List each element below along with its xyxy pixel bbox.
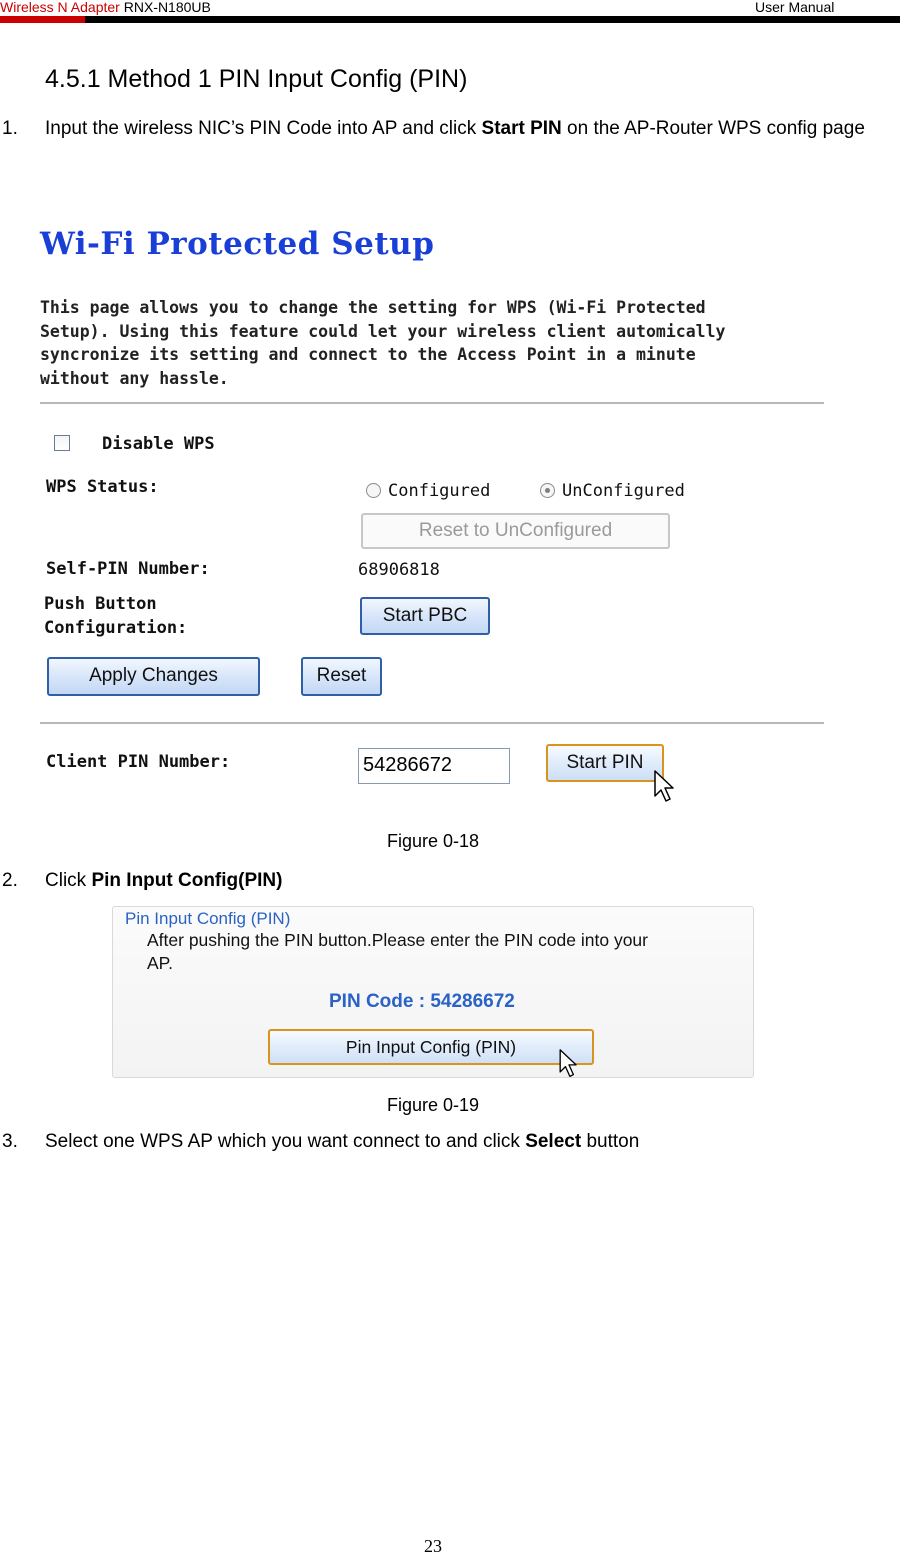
step-text — [45, 862, 885, 900]
step-number: 2. — [2, 870, 18, 891]
mouse-pointer-icon — [654, 770, 676, 804]
client-pin-input[interactable]: 54286672 — [358, 748, 510, 784]
self-pin-label: Self-PIN Number: — [46, 559, 210, 579]
step-text-pre: Input the wireless NIC’s PIN Code into AP and click — [45, 118, 482, 139]
divider — [40, 402, 824, 404]
pin-code-display: PIN Code : 54286672 — [329, 991, 515, 1012]
disable-wps-label: Disable WPS — [102, 434, 215, 454]
figure-caption: Figure 0-18 — [386, 831, 480, 851]
step-number: 3. — [2, 1131, 18, 1152]
figure-pin-input-config — [112, 906, 754, 1078]
radio-unconfigured-label: UnConfigured — [562, 481, 685, 501]
running-header — [0, 0, 900, 24]
instruction-text-continued: AP. — [147, 953, 173, 973]
client-pin-label: Client PIN Number: — [46, 752, 231, 772]
self-pin-value: 68906818 — [358, 560, 440, 580]
step-text-bold: Pin Input Config(PIN) — [91, 870, 283, 891]
header-red-bar — [0, 16, 85, 23]
configuration-label: Configuration: — [44, 618, 188, 638]
radio-configured[interactable] — [366, 483, 381, 498]
start-pbc-button[interactable]: Start PBC — [360, 597, 490, 635]
step-text-post: button — [581, 1131, 640, 1152]
step-text — [45, 110, 885, 148]
header-manual-label: User Manual — [755, 0, 835, 15]
page-number: 23 — [424, 1536, 442, 1556]
header-black-bar — [85, 16, 900, 23]
wps-status-label: WPS Status: — [46, 477, 159, 497]
disable-wps-checkbox[interactable] — [54, 435, 70, 451]
radio-unconfigured[interactable] — [540, 483, 555, 498]
wps-page-title: Wi-Fi Protected Setup — [40, 226, 435, 262]
reset-to-unconfigured-button[interactable]: Reset to UnConfigured — [361, 513, 670, 549]
apply-changes-button[interactable]: Apply Changes — [47, 657, 260, 696]
step-text-pre: Select one WPS AP which you want connect to and click — [45, 1131, 526, 1152]
radio-configured-label: Configured — [388, 481, 491, 501]
reset-button[interactable]: Reset — [301, 657, 382, 696]
step-number: 1. — [2, 118, 18, 139]
header-model: RNX-N180UB — [119, 0, 211, 15]
header-product — [0, 0, 211, 15]
wps-description: This page allows you to change the setting for WPS (Wi-Fi Protected Setup). Using this feature could let your wireless client automically syncronize its setting and connect to the Access Point in a minute without any hassle. — [40, 298, 726, 388]
header-brand: Wireless N Adapter — [0, 0, 120, 15]
mouse-pointer-icon — [558, 1049, 580, 1079]
group-title: Pin Input Config (PIN) — [125, 909, 291, 928]
instruction-text: After pushing the PIN button.Please enter the PIN code into your — [147, 930, 648, 950]
pin-input-config-button[interactable]: Pin Input Config (PIN) — [268, 1029, 594, 1065]
figure-caption: Figure 0-19 — [386, 1095, 480, 1115]
step-text-bold: Start PIN — [481, 118, 562, 139]
step-text — [45, 1123, 885, 1161]
divider — [40, 722, 824, 724]
step-text-bold: Select — [525, 1131, 582, 1152]
start-pin-button[interactable]: Start PIN — [546, 744, 664, 782]
step-text-pre: Click — [45, 870, 92, 891]
step-text-post: on the AP-Router WPS config page — [561, 118, 865, 139]
figure-wps-setup — [38, 222, 828, 812]
section-title: 4.5.1 Method 1 PIN Input Config (PIN) — [45, 65, 468, 93]
push-button-label: Push Button — [44, 594, 157, 614]
